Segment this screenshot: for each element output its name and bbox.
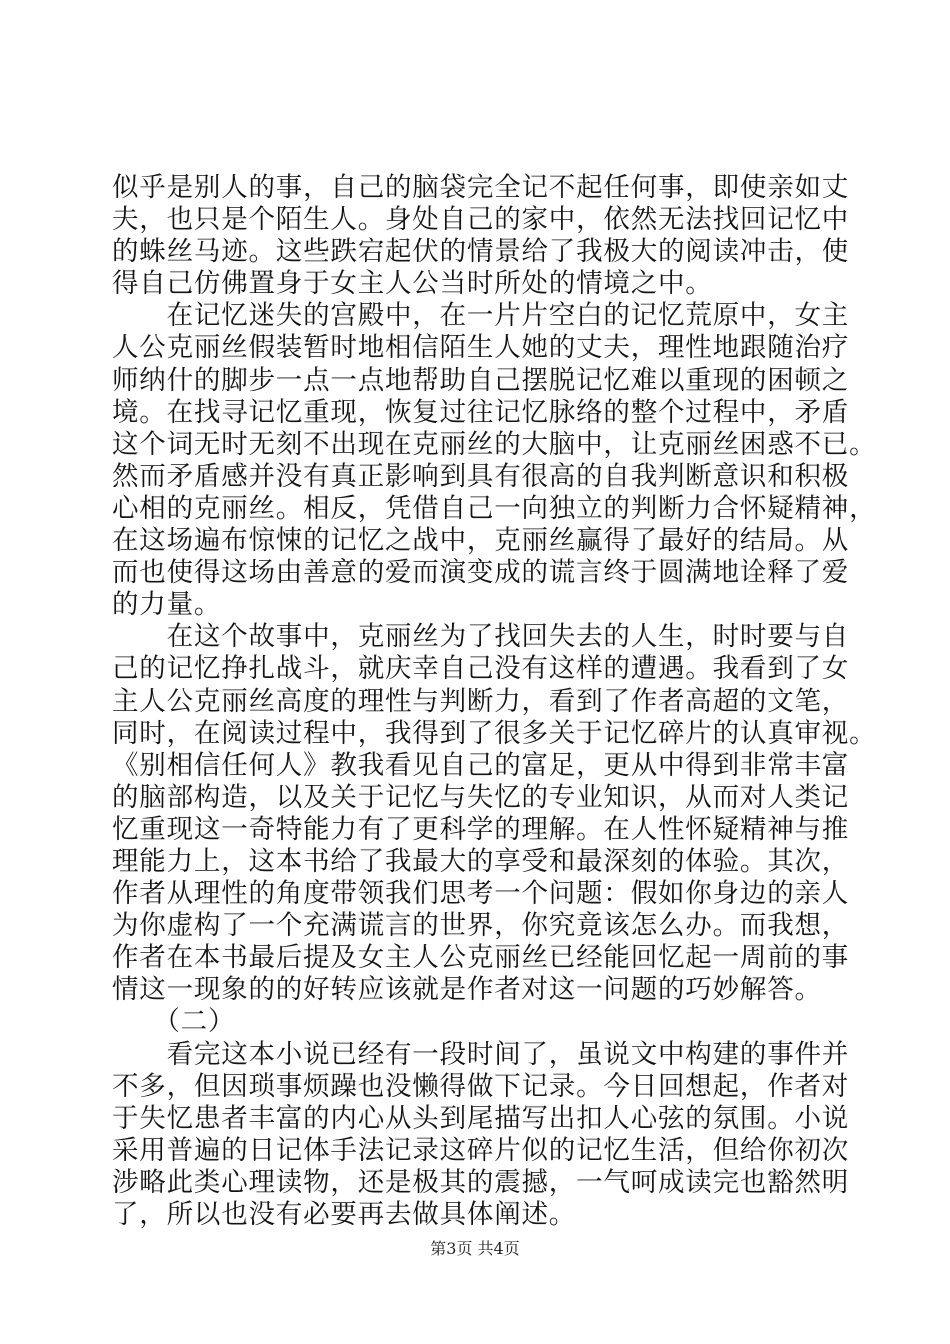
text-line: 似乎是别人的事，自己的脑袋完全记不起任何事，即使亲如丈 <box>112 172 850 203</box>
text-line: 涉略此类心理读物，还是极其的震撼，一气呵成读完也豁然明 <box>112 1166 850 1198</box>
text-line: 在这个故事中，克丽丝为了找回失去的人生，时时要与自 <box>112 621 850 653</box>
text-line: 《别相信任何人》教我看见自己的富足，更从中得到非常丰富 <box>112 749 850 781</box>
text-line: 心相的克丽丝。相反，凭借自己一向独立的判断力合怀疑精神， <box>112 492 877 524</box>
text-line: 为你虚构了一个充满谎言的世界，你究竟该怎么办。而我想， <box>112 910 850 942</box>
text-line: 的力量。 <box>112 589 222 621</box>
text-line: 于失忆患者丰富的内心从头到尾描写出扣人心弦的氛围。小说 <box>112 1102 850 1134</box>
text-line: 师纳什的脚步一点一点地帮助自己摆脱记忆难以重现的困顿之 <box>112 364 850 396</box>
text-line: 在记忆迷失的宫殿中，在一片片空白的记忆荒原中，女主 <box>112 300 850 332</box>
text-line: 理能力上，这本书给了我最大的享受和最深刻的体验。其次， <box>112 845 850 877</box>
text-line: 主人公克丽丝高度的理性与判断力，看到了作者高超的文笔， <box>112 685 850 717</box>
text-line: 忆重现这一奇特能力有了更科学的理解。在人性怀疑精神与推 <box>112 813 850 845</box>
text-line: 然而矛盾感并没有真正影响到具有很高的自我判断意识和积极 <box>112 460 850 492</box>
text-line: 了，所以也没有必要再去做具体阐述。 <box>112 1199 577 1230</box>
text-line: 看完这本小说已经有一段时间了，虽说文中构建的事件并 <box>112 1038 850 1070</box>
document-body <box>112 172 877 1231</box>
text-line: 作者在本书最后提及女主人公克丽丝已经能回忆起一周前的事 <box>112 942 850 974</box>
text-line: 同时，在阅读过程中，我得到了很多关于记忆碎片的认真审视。 <box>112 717 877 749</box>
text-line: 境。在找寻记忆重现，恢复过往记忆脉络的整个过程中，矛盾 <box>112 396 850 428</box>
text-line: 夫，也只是个陌生人。身处自己的家中，依然无法找回记忆中 <box>112 204 850 236</box>
text-line: 这个词无时无刻不出现在克丽丝的大脑中，让克丽丝困惑不已。 <box>112 428 877 460</box>
text-line: 的蛛丝马迹。这些跌宕起伏的情景给了我极大的阅读冲击，使 <box>112 236 850 268</box>
text-line: 不多，但因琐事烦躁也没懒得做下记录。今日回想起，作者对 <box>112 1070 850 1102</box>
text-line: 的脑部构造，以及关于记忆与失忆的专业知识，从而对人类记 <box>112 781 850 813</box>
text-line: 采用普遍的日记体手法记录这碎片似的记忆生活，但给你初次 <box>112 1134 850 1166</box>
page-number-footer: 第3页 共4页 <box>430 1239 520 1258</box>
text-line: 而也使得这场由善意的爱而演变成的谎言终于圆满地诠释了爱 <box>112 557 850 589</box>
section-heading: （二） <box>112 1006 236 1038</box>
text-line: 作者从理性的角度带领我们思考一个问题：假如你身边的亲人 <box>112 878 850 910</box>
text-line: 情这一现象的的好转应该就是作者对这一问题的巧妙解答。 <box>112 974 822 1006</box>
text-line: 己的记忆挣扎战斗，就庆幸自己没有这样的遭遇。我看到了女 <box>112 653 850 685</box>
text-line: 得自己仿佛置身于女主人公当时所处的情境之中。 <box>112 268 713 300</box>
text-line: 在这场遍布惊悚的记忆之战中，克丽丝赢得了最好的结局。从 <box>112 525 850 557</box>
text-line: 人公克丽丝假装暂时地相信陌生人她的丈夫，理性地跟随治疗 <box>112 332 850 364</box>
